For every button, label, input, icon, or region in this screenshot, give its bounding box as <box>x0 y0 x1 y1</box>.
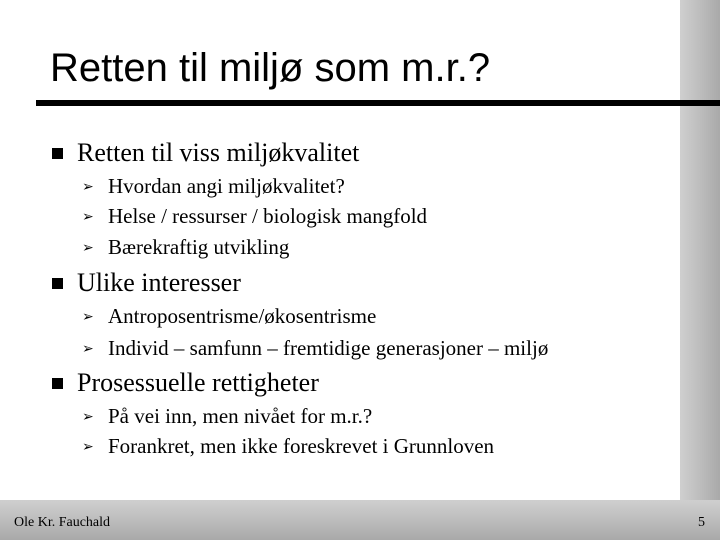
square-bullet-icon <box>52 278 63 289</box>
bullet-heading: Ulike interesser <box>77 268 241 297</box>
arrow-bullet-icon: ➢ <box>82 208 94 225</box>
bullet-item <box>52 270 241 296</box>
bullet-heading: Retten til viss miljøkvalitet <box>77 138 360 167</box>
square-bullet-icon <box>52 378 63 389</box>
sub-bullet-text: På vei inn, men nivået for m.r.? <box>108 404 373 428</box>
slide-page-number: 5 <box>698 515 705 530</box>
arrow-bullet-icon: ➢ <box>82 178 94 195</box>
sub-bullet-item <box>82 436 494 457</box>
sub-bullet-text: Forankret, men ikke foreskrevet i Grunnloven <box>108 434 495 458</box>
sub-bullet-item <box>82 206 427 227</box>
arrow-bullet-icon: ➢ <box>82 308 94 325</box>
sub-bullet-text: Antroposentrisme/økosentrisme <box>108 304 377 328</box>
sub-bullet-item <box>82 237 289 258</box>
arrow-bullet-icon: ➢ <box>82 408 94 425</box>
sub-bullet-item <box>82 306 376 327</box>
side-decoration-strip <box>680 0 720 540</box>
sub-bullet-item <box>82 406 372 427</box>
sub-bullet-text: Individ – samfunn – fremtidige generasjoner – miljø <box>108 336 549 360</box>
sub-bullet-text: Helse / ressurser / biologisk mangfold <box>108 204 428 228</box>
sub-bullet-text: Hvordan angi miljøkvalitet? <box>108 174 345 198</box>
bullet-heading: Prosessuelle rettigheter <box>77 368 319 397</box>
sub-bullet-item <box>82 176 345 197</box>
sub-bullet-item <box>82 338 548 359</box>
arrow-bullet-icon: ➢ <box>82 340 94 357</box>
sub-bullet-text: Bærekraftig utvikling <box>108 235 290 259</box>
bullet-item <box>52 370 319 396</box>
arrow-bullet-icon: ➢ <box>82 239 94 256</box>
footer-author: Ole Kr. Fauchald <box>14 515 111 530</box>
bullet-item <box>52 140 359 166</box>
arrow-bullet-icon: ➢ <box>82 438 94 455</box>
square-bullet-icon <box>52 148 63 159</box>
slide-title: Retten til miljø som m.r.? <box>50 46 491 90</box>
